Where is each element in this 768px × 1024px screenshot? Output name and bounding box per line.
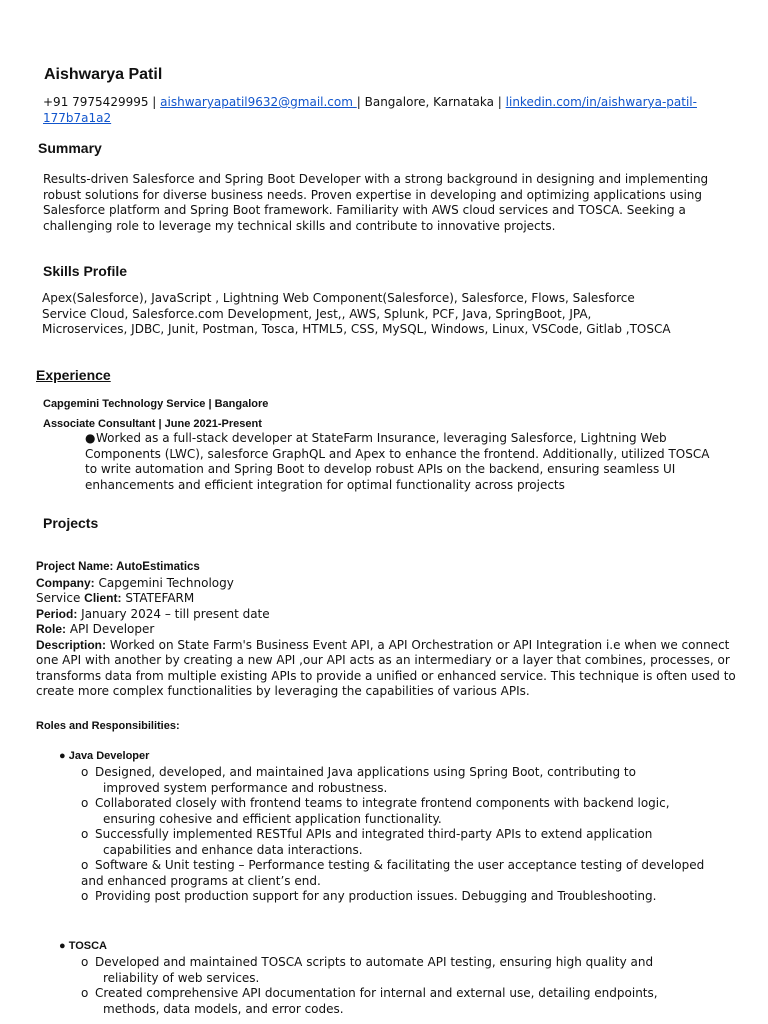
skills-heading: Skills Profile [43,263,128,279]
company-label: Company: [36,575,95,590]
skills-line: Service Cloud, Salesforce.com Development, Jest,, AWS, Splunk, PCF, Java, SpringBoot, JPA, [42,306,592,321]
description-first: Worked on State Farm's Business Event API, a API Orchestration or API Integration i.e when we connect [106,637,730,652]
item-text: Providing post production support for any production issues. Debugging and Troubleshooting. [95,889,657,903]
project-name: Project Name: AutoEstimatics [36,561,200,573]
skills-text [42,291,742,338]
list-item [81,955,741,986]
item-text-continued: improved system performance and robustness. [103,780,388,795]
bullet-icon: ● [59,750,69,762]
phone-text: +91 7975429995 | [43,95,161,109]
java-title-text: Java Developer [68,750,150,762]
summary-line: Salesforce platform and Spring Boot framework. Familiarity with AWS cloud services and TOSCA. Seeking a [43,203,686,217]
location-text: | Bangalore, Karnataka | [356,95,506,109]
experience-bullet-line: Worked as a full-stack developer at StateFarm Insurance, leveraging Salesforce, Lightning Web [96,431,667,445]
item-text: Designed, developed, and maintained Java applications using Spring Boot, contributing to [95,765,636,779]
item-text-continued: and enhanced programs at client’s end. [81,873,321,888]
roles-heading: Roles and Responsibilities: [36,720,180,732]
experience-bullet-line: to write automation and Spring Boot to develop robust APIs on the backend, ensuring seamless UI [85,462,676,476]
role-value: API Developer [66,622,155,636]
experience-company: Capgemini Technology Service | Bangalore [43,398,269,410]
circle-bullet-icon: o [81,986,89,1000]
experience-role: Associate Consultant | June 2021-Present [43,418,262,430]
bullet-icon: ● [85,431,96,445]
summary-line: Results-driven Salesforce and Spring Boot Developer with a strong background in designing and implementing [43,172,709,186]
circle-bullet-icon: o [81,955,89,969]
period-value: January 2024 – till present date [77,606,270,621]
description-line: transforms data from multiple existing APIs to provide a unified or enhanced service. This technique is often used to [36,668,736,683]
skills-line: Apex(Salesforce), JavaScript , Lightning Web Component(Salesforce), Salesforce, Flows, Salesforce [42,291,635,305]
java-developer-title [59,749,149,765]
item-text: Collaborated closely with frontend teams to integrate frontend components with backend logic, [95,796,670,810]
list-item [81,858,741,889]
tosca-responsibilities [81,955,741,1017]
item-text-continued: capabilities and enhance data interactions. [103,842,363,857]
item-text: Created comprehensive API documentation for internal and external use, detailing endpoints, [95,986,658,1000]
experience-bullet-line: Components (LWC), salesforce GraphQL and Apex to enhance the frontend. Additionally, utilized TOSCA [85,446,710,461]
projects-heading: Projects [43,515,99,531]
item-text-continued: ensuring cohesive and efficient application functionality. [103,811,442,826]
summary-text [43,172,743,234]
role-label: Role: [36,622,66,636]
tosca-title [59,939,107,955]
period-label: Period: [36,606,78,621]
item-text: Successfully implemented RESTful APIs and integrated third-party APIs to extend application [95,827,653,841]
summary-heading: Summary [38,140,102,156]
company-value: Capgemini Technology [94,575,234,590]
description-line: create more complex functionalities by leveraging the capabilities of various APIs. [36,684,530,698]
description-line: one API with another by creating a new API ,our API acts as an intermediary or a layer that combines, processes, or [36,653,730,667]
experience-heading: Experience [36,367,111,383]
item-text: Software & Unit testing – Performance testing & facilitating the user acceptance testing of developed [95,858,705,872]
email-link[interactable]: aishwaryapatil9632@gmail.com [160,95,357,109]
linkedin-link[interactable]: linkedin.com/in/aishwarya-patil-177b7a1a2 [43,95,697,125]
circle-bullet-icon: o [81,796,89,810]
item-text-continued: reliability of web services. [103,970,260,985]
experience-bullet-line: enhancements and efficient integration for optimal functionality across projects [85,477,565,492]
experience-bullet [85,431,725,493]
list-item [81,889,741,905]
skills-line: Microservices, JDBC, Junit, Postman, Tosca, HTML5, CSS, MySQL, Windows, Linux, VSCode, Gitlab ,TOSCA [42,322,671,336]
service-text: Service [36,591,85,605]
circle-bullet-icon: o [81,858,89,872]
summary-line: challenging role to leverage my technical skills and contribute to innovative projects. [43,218,556,233]
circle-bullet-icon: o [81,827,89,841]
item-text-continued: methods, data models, and error codes. [103,1001,344,1016]
list-item [81,796,741,827]
list-item [81,827,741,858]
circle-bullet-icon: o [81,889,89,903]
description-label: Description: [36,637,107,652]
java-responsibilities [81,765,741,905]
project-details [36,559,746,700]
list-item [81,986,741,1017]
summary-line: robust solutions for diverse business needs. Proven expertise in developing and optimizing applications using [43,187,703,202]
tosca-title-text: TOSCA [68,940,108,952]
item-text: Developed and maintained TOSCA scripts to automate API testing, ensuring high quality and [95,955,654,969]
circle-bullet-icon: o [81,765,89,779]
list-item [81,765,741,796]
contact-line [43,95,733,126]
client-label: Client: [84,591,122,605]
bullet-icon: ● [59,940,69,952]
client-value: STATEFARM [121,591,195,605]
candidate-name: Aishwarya Patil [44,66,163,83]
